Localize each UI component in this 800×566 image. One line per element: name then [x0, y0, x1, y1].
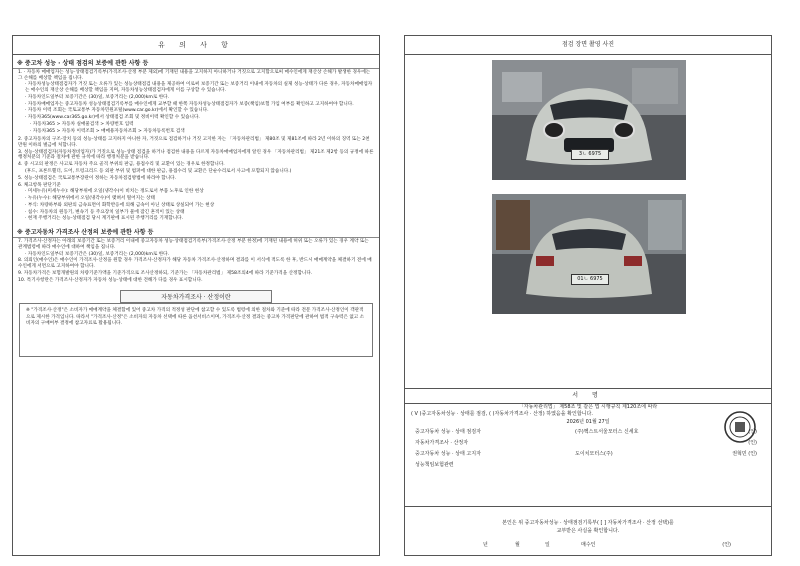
note-item: 1. · 자동차 매매업자는 성능·상태점검기록부(가격조사·산정 부분 제외)에 기재된 내용을 고지하지 아니하거나 거짓으로 고지함으로써 매수인에게 재산상 손해가 발생한 경우에는 그 손해를 배상할 책임을 집니다. [18, 70, 371, 81]
sign-row-name: (주)헥스트서울모터스 신세호 [575, 429, 639, 435]
right-page-photos-sign [404, 35, 772, 556]
buyer-seal-label: (인) [722, 542, 731, 548]
notebox-title: 자동차가격조사 · 산정이란 [120, 290, 272, 303]
notebox-text: ※ "가격조사·산정"은 소비자가 매매계약을 체결함에 있어 중고차 가격의 적정성 판단에 참고할 수 있도록 법령에 의한 절차와 기준에 따라 전문 가격조사·산정인이 객관적으로 제시한 가격입니다. 따라서 "가격조사·산정"은 소비자의 자동차 선택에 따른 옵션서비스이며, 가격조사·산정 결과는 중고차 가격판단에 관하여 법적 구속력은 없고 소비자의 구매여부 결정에 참고자료로 활용됩니다. [19, 303, 373, 357]
note-item: · 누유(누수): 해당부위에서 오일(냉각수)이 맺혀서 떨어지는 상태 [25, 196, 155, 202]
note-item: · 자동차 이력 조회는 국토교통부 자동차민원포털(www.car.go.kr)에서 확인할 수 있습니다. [25, 108, 209, 114]
sign-body [411, 404, 765, 473]
sign-row-label: 자동차가격조사 · 산정자 [415, 440, 469, 446]
items-group-2 [13, 136, 379, 224]
note-item: · 자동차매매업자는 중고자동차 성능상태점검기록부를 매수인에게 교부할 때 한쪽 자동차성능상태점검자가 보증(책임)보험 가입 여부를 확인하고 고지하여야 합니다. [25, 101, 354, 107]
note-item: 7. 가격조사·산정자는 아래의 보증기간 또는 보증거리 이내에 중고자동차 성능·상태점검기록부(가격조사·산정 부분 한정)에 기재된 내용에 허위 또는 오류가 있는 경우 계약 또는 관계법령에 따라 매수인에 대하여 책임을 집니다. [18, 239, 369, 250]
note-item: 9. 자동차가격은 보험개발원의 차량기준가액을 기준가격으로 조사산정하되, 기준가는 「자동차관리법」 제58조의4에 따라 기준가격을 산정합니다. [18, 270, 313, 276]
month-label: 월 [515, 542, 520, 548]
day-label: 일 [545, 542, 550, 548]
sign-row [411, 429, 765, 440]
sign-row [411, 451, 765, 462]
receipt-line-1: 본인은 위 중고자동차성능 · 상태점검기록부( [ ] 자동차가격조사 · 산정 선택)를 [502, 520, 674, 526]
front-plate: 3ㄴ 6975 [571, 149, 609, 160]
front-car-photo [492, 60, 686, 180]
sign-intro-2: ( V )중고자동차성능 · 상태를 점검, ( )자동차가격조사 · 산정) 하였음을 확인합니다. [411, 411, 593, 417]
sign-date: 2026년 01월 27일 [566, 419, 610, 425]
buyer-label: 매수인 [581, 542, 596, 548]
note-item: · 미세누유(미세누수): 해당부위에 오일(냉각수)이 비치는 정도로서 부품 노후로 인한 현상 [25, 189, 204, 195]
note-item: · 현재 주행거리는 성능·상태점검 당시 계기판에 표시된 주행거리를 기재합니다. [25, 216, 184, 222]
note-item: · 자동차성능상태점검자가 거짓 또는 오류가 있는 성능상태점검 내용을 제공하여 이로써 보증기간 또는 보증거리 이내에 자동차의 실제 성능·상태가 다른 경우, 자동차매매업자는 매수인의 재산상 손해를 배상할 책임을 지며, 자동차성능상태점검자에게 이를 구상할 수 있습니다. [25, 82, 373, 93]
items-group-3 [13, 238, 379, 285]
note-item: 2. 중고자동차의 구조·장치 등의 성능·상태를 고지하지 아니한 자, 거짓으로 점검하거나 거짓 고지한 자는 「자동차관리법」 제80조 및 제81조에 따라 2년 이하의 징역 또는 2천만원 이하의 벌금에 처합니다. [18, 137, 370, 149]
note-item: · 자동차365 > 자동차 이력조회 > 매매용자동차조회 > 자동차등록번호 검색 [30, 128, 185, 134]
note-item: · 침수: 자동차의 원동기, 변속기 등 주요장치 일부가 물에 잠긴 흔적이 있는 상태 [25, 209, 185, 215]
rear-car-image [492, 194, 686, 314]
note-item: 5. 성능·상태점검은 국토교통부장관이 정하는 자동차점검방법에 따라야 합니다. [18, 175, 177, 181]
sign-row-label: 중고자동차 성능 · 상태 고지자 [415, 451, 481, 457]
note-item: 6. 체크항목 판단기준 [18, 182, 61, 188]
sign-header: 서 명 [405, 388, 771, 404]
note-item: (후드, 프론트휀더, 도어, 트렁크리드 등 외판 부위 및 범퍼에 대한 판금, 용접수리 및 교환은 단순수리로서 사고에 포함되지 않습니다.) [25, 168, 292, 174]
section-warranty-pricing: ※ 중고자동차 가격조사 산정의 보증에 관한 사항 등 [13, 224, 379, 238]
sign-row-label: 성능책임보험관련 [415, 462, 454, 468]
official-seal-icon [723, 410, 757, 444]
sign-row-name: 도이치모터스(주) [575, 451, 613, 457]
note-item: 4. 중 시고의 판정은 사고로 자동차 주요 골격 부위의 판금, 용접수리 및 교환이 있는 경우로 한정합니다. [18, 162, 225, 168]
left-page-notes [12, 35, 380, 556]
year-label: 년 [483, 542, 488, 548]
sign-row [411, 462, 765, 473]
rear-plate: 01ㄴ 6975 [571, 274, 609, 285]
section-warranty-inspection: ※ 중고차 성능 · 상태 점검의 보증에 관한 사항 등 [13, 55, 379, 69]
photos-header: 점검 장면 촬영 사진 [405, 36, 771, 55]
sign-row-seal: 권혁민 (인) [732, 451, 757, 457]
sign-row-label: 중고자동차 성능 · 상태 점검자 [415, 429, 481, 435]
sign-row [411, 440, 765, 451]
note-item: · 자동차365 > 자동차 실매물검색 > 차량번호 입력 [30, 121, 134, 127]
note-item: · 자동차인도일부터 보증기간은 (30)일, 보증거리는 (2,000)km로 한다. [25, 251, 170, 257]
front-car-image [492, 60, 686, 180]
note-item: · 자동차인도일부터 보증기간은 (30)일, 보증거리는 (2,000)km로 한다. [25, 94, 170, 100]
rear-car-photo [492, 194, 686, 314]
receipt-line-2: 교부받은 사실을 확인합니다. [556, 528, 620, 534]
sign-intro-1: 「자동차관리법」 제58조 및 같은 법 시행규칙 제120조에 따라 [518, 404, 658, 410]
note-item: · 부식: 차량하부와 외판의 금속표면이 화학반응에 의해 금속이 아닌 상태로 상실되어 가는 현상 [25, 202, 215, 208]
note-item: 3. 성능·상태점검자(자동차정비업자)가 거짓으로 성능·상태 점검을 하거나 점검한 내용을 다르게 자동차매매업자에게 알린 경우 「자동차관리법」 제21조 제2항 등의 규정에 따른 행정처분의 기준과 절차에 관한 규칙에 따라 행정처분을 받습니다. [18, 149, 374, 161]
note-item: · 자동차365(www.car365.go.kr)에서 상태점검 조회 및 정비이력 확인할 수 있습니다. [25, 115, 200, 121]
sign-row-seal: (인) [748, 440, 757, 446]
items-group-1 [13, 69, 379, 136]
note-item: 10. 특기사항란은 가격조사·산정자가 자동차 성능·상태에 대한 견해가 다를 경우 표시합니다. [18, 277, 203, 283]
receipt-confirmation [405, 506, 771, 551]
sign-row-seal: (인) [748, 429, 757, 435]
note-item: 8. 의뢰인(매수인)은 매수인이 가격조사·산정을 원할 경우 가격조사·산정자가 해당 자동차 가격조사·산정하며 결과를 이 서식에 적도록 한 후, 반드시 매매계약을 체결하기 전에 매수인에게 서면으로 고지하여야 합니다. [18, 258, 372, 269]
notes-header: 유 의 사 항 [13, 36, 379, 55]
receipt-line-3 [405, 541, 771, 551]
